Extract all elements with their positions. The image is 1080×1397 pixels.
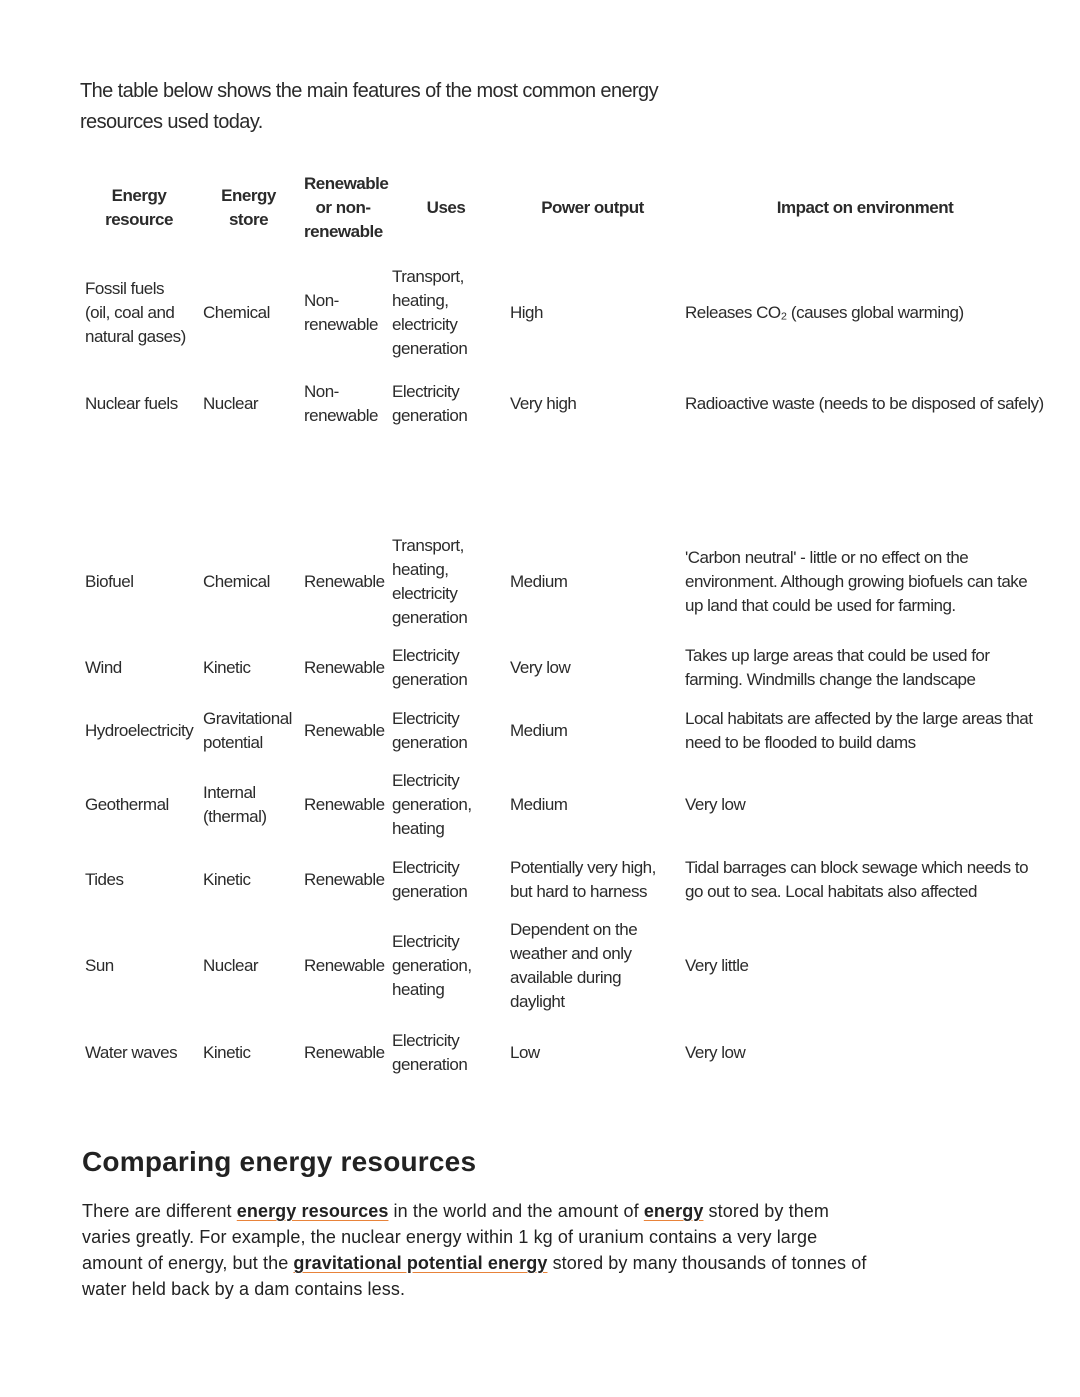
cell-impact: Very low (685, 1043, 746, 1062)
text: in the world and the amount of (388, 1201, 644, 1221)
header-renewable: Renewable or non-renewable (304, 173, 389, 241)
cell-resource: Wind (85, 658, 122, 677)
cell-uses: Electricity generation, heating (392, 771, 472, 838)
cell-power: Medium (510, 572, 568, 591)
header-impact: Impact on environment (776, 197, 954, 217)
section-heading: Comparing energy resources (82, 1146, 477, 1177)
cell-uses: Electricity generation (392, 709, 468, 752)
cell-resource: Nuclear fuels (85, 394, 178, 413)
cell-power: Very high (510, 394, 577, 413)
cell-uses: Electricity generation (392, 646, 468, 689)
cell-uses: Electricity generation (392, 858, 468, 901)
cell-resource: Water waves (85, 1043, 178, 1062)
table-row (80, 910, 1050, 1022)
cell-renewable: Non-renewable (304, 382, 378, 425)
cell-power: Low (510, 1043, 540, 1062)
cell-resource: Hydroelectricity (85, 721, 194, 740)
cell-renewable: Renewable (304, 1043, 385, 1062)
cell-store: Nuclear (203, 394, 259, 413)
cell-resource: Fossil fuels (oil, coal and natural gases) (85, 278, 186, 346)
cell-store: Internal (thermal) (203, 783, 267, 826)
table-row (80, 702, 1050, 760)
text: stored by many thousands of tonnes of water held back by a dam contains less. (82, 1253, 867, 1299)
cell-power: Medium (510, 795, 568, 814)
cell-store: Chemical (203, 302, 270, 322)
cell-power: Medium (510, 721, 568, 740)
table-row (80, 850, 1050, 910)
cell-uses: Transport, heating, electricity generation (392, 266, 468, 358)
cell-uses: Electricity generation (392, 1031, 468, 1074)
cell-resource: Tides (85, 870, 124, 889)
text: There are different (82, 1201, 237, 1221)
cell-power: Very low (510, 658, 571, 677)
cell-impact: Tidal barrages can block sewage which needs to go out to sea. Local habitats also affected (685, 858, 1029, 901)
cell-power: Potentially very high, but hard to harness (510, 858, 656, 901)
cell-store: Kinetic (203, 1043, 251, 1062)
cell-uses: Electricity generation, heating (392, 932, 472, 999)
cell-store: Kinetic (203, 870, 251, 889)
cell-power: Dependent on the weather and only available during daylight (510, 920, 638, 1011)
cell-impact: Radioactive waste (needs to be disposed of safely) (685, 394, 1044, 413)
cell-renewable: Non-renewable (304, 290, 378, 334)
cell-renewable: Renewable (304, 572, 385, 591)
cell-resource: Sun (85, 956, 114, 975)
header-uses: Uses (426, 197, 466, 217)
link-gravitational-potential-energy[interactable]: gravitational potential energy (293, 1253, 548, 1273)
cell-renewable: Renewable (304, 795, 385, 814)
cell-renewable: Renewable (304, 870, 385, 889)
cell-store: Gravitational potential (203, 709, 292, 752)
cell-store: Nuclear (203, 956, 259, 975)
cell-impact: Very low (685, 795, 746, 814)
cell-store: Kinetic (203, 658, 251, 677)
spacer-row (80, 433, 1050, 530)
table-row (80, 250, 1050, 375)
cell-impact: Takes up large areas that could be used for farming. Windmills change the landscape (685, 646, 990, 689)
table-header-row (80, 165, 1050, 250)
table-row (80, 760, 1050, 850)
link-energy[interactable]: energy (643, 1201, 704, 1221)
intro-text: The table below shows the main features of the most common energy resources used today. (80, 80, 658, 133)
cell-impact: Local habitats are affected by the large areas that need to be flooded to build dams (685, 709, 1033, 752)
cell-uses: Transport, heating, electricity generation (392, 536, 468, 627)
table-row (80, 530, 1050, 634)
cell-resource: Geothermal (85, 795, 169, 814)
link-energy-resources[interactable]: energy resources (236, 1201, 389, 1221)
header-energy-store: Energy store (221, 185, 276, 229)
energy-resources-table (80, 165, 1050, 1084)
table-row (80, 375, 1050, 433)
cell-renewable: Renewable (304, 956, 385, 975)
header-power-output: Power output (541, 197, 644, 217)
cell-resource: Biofuel (85, 572, 134, 591)
cell-uses: Electricity generation (392, 382, 468, 425)
text: stored by them varies greatly. For example, the nuclear energy within 1 kg of uranium contains a very large amount of energy, but the (82, 1201, 830, 1273)
section-paragraph (82, 1198, 872, 1302)
cell-renewable: Renewable (304, 721, 385, 740)
table-row (80, 634, 1050, 702)
cell-renewable: Renewable (304, 658, 385, 677)
cell-power: High (510, 302, 543, 322)
table-row (80, 1022, 1050, 1084)
cell-impact: Very little (685, 956, 749, 975)
cell-store: Chemical (203, 572, 270, 591)
cell-impact: Releases CO₂ (causes global warming) (685, 302, 964, 322)
header-energy-resource: Energy resource (105, 185, 173, 229)
cell-impact: 'Carbon neutral' - little or no effect on the environment. Although growing biofuels can take up land that could be used for farming. (685, 548, 1028, 615)
